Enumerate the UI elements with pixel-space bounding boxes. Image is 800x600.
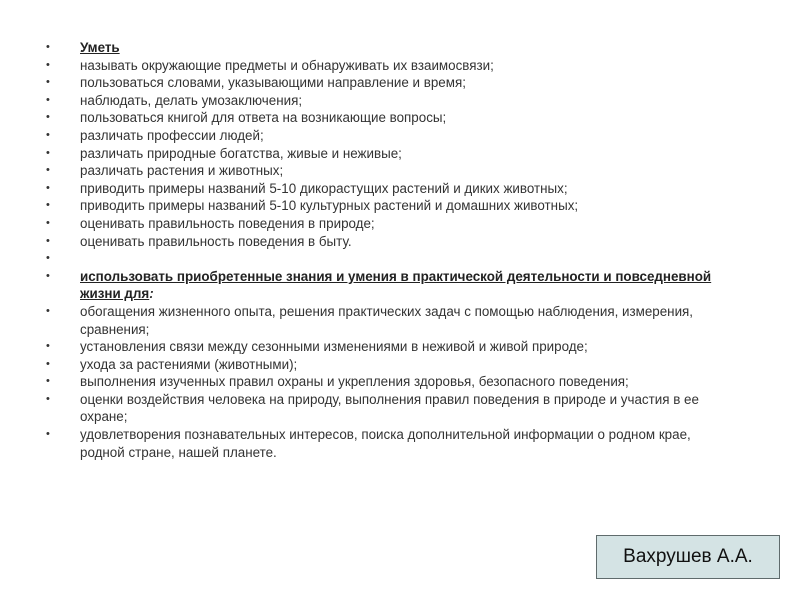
list-item-text: приводить примеры названий 5-10 дикорастущих растений и диких животных; [80, 180, 568, 196]
bullet-list [46, 39, 736, 461]
list-item-text: ухода за растениями (животными); [80, 356, 298, 372]
bullet-marker: • [46, 340, 50, 353]
section-heading-application [46, 268, 736, 303]
list-item-text: различать растения и животных; [80, 163, 284, 179]
bullet-marker: • [46, 428, 50, 441]
list-item-text: оценки воздействия человека на природу, выполнения правил поведения в природе и участия в ее охране; [80, 391, 699, 425]
bullet-marker: • [46, 216, 50, 229]
skills-heading-text: Уметь [80, 40, 120, 55]
list-item-text: удовлетворения познавательных интересов, поиска дополнительной информации о родном крае, родной стране, нашей планете. [80, 427, 691, 460]
application-heading-text: использовать приобретенные знания и умения в практической деятельности и повседневной жизни для [80, 268, 712, 302]
bullet-marker: • [46, 269, 50, 282]
list-item [46, 57, 736, 75]
list-item-text: установления связи между сезонными изменениями в неживой и живой природе; [80, 339, 588, 355]
bullet-marker: • [46, 111, 50, 124]
list-item [46, 180, 736, 198]
list-item [46, 74, 736, 92]
list-item-text: выполнения изученных правил охраны и укрепления здоровья, безопасного поведения; [80, 374, 629, 390]
bullet-marker: • [46, 76, 50, 89]
list-item [46, 338, 736, 356]
list-item [46, 145, 736, 163]
list-item [46, 215, 736, 233]
empty-list-item [46, 250, 736, 268]
list-item-text: пользоваться книгой для ответа на возникающие вопросы; [80, 110, 447, 126]
list-item [46, 92, 736, 110]
bullet-marker: • [46, 146, 50, 159]
list-item-text: называть окружающие предметы и обнаруживать их взаимосвязи; [80, 57, 494, 73]
list-item [46, 356, 736, 374]
bullet-marker: • [46, 375, 50, 388]
list-item-text: оценивать правильность поведения в быту. [80, 233, 352, 249]
list-item [46, 373, 736, 391]
bullet-marker: • [46, 357, 50, 370]
list-item-text: различать природные богатства, живые и неживые; [80, 145, 402, 161]
list-item-text: различать профессии людей; [80, 127, 264, 143]
list-item-text: оценивать правильность поведения в природе; [80, 215, 375, 231]
bullet-marker: • [46, 199, 50, 212]
bullet-marker: • [46, 41, 50, 53]
bullet-marker: • [46, 304, 50, 317]
list-item [46, 162, 736, 180]
section-heading-skills [46, 39, 736, 57]
list-item [46, 127, 736, 145]
bullet-marker: • [46, 181, 50, 194]
bullet-marker: • [46, 392, 50, 405]
list-item [46, 426, 736, 461]
bullet-marker: • [46, 164, 50, 177]
author-name: Вахрушев А.А. [623, 546, 753, 567]
list-item [46, 109, 736, 127]
bullet-marker: • [46, 234, 50, 247]
list-item-text: пользоваться словами, указывающими направление и время; [80, 75, 466, 91]
author-box [596, 535, 780, 579]
application-heading-suffix: : [149, 286, 154, 302]
bullet-marker: • [46, 128, 50, 141]
bullet-marker: • [46, 93, 50, 106]
list-item-text: обогащения жизненного опыта, решения практических задач с помощью наблюдения, измерения, сравнения; [80, 303, 694, 337]
bullet-marker: • [46, 58, 50, 71]
list-item-text: наблюдать, делать умозаключения; [80, 92, 303, 108]
bullet-marker: • [46, 252, 50, 265]
list-item [46, 233, 736, 251]
list-item [46, 197, 736, 215]
list-item [46, 303, 736, 338]
list-item [46, 391, 736, 426]
list-item-text: приводить примеры названий 5-10 культурных растений и домашних животных; [80, 198, 579, 214]
